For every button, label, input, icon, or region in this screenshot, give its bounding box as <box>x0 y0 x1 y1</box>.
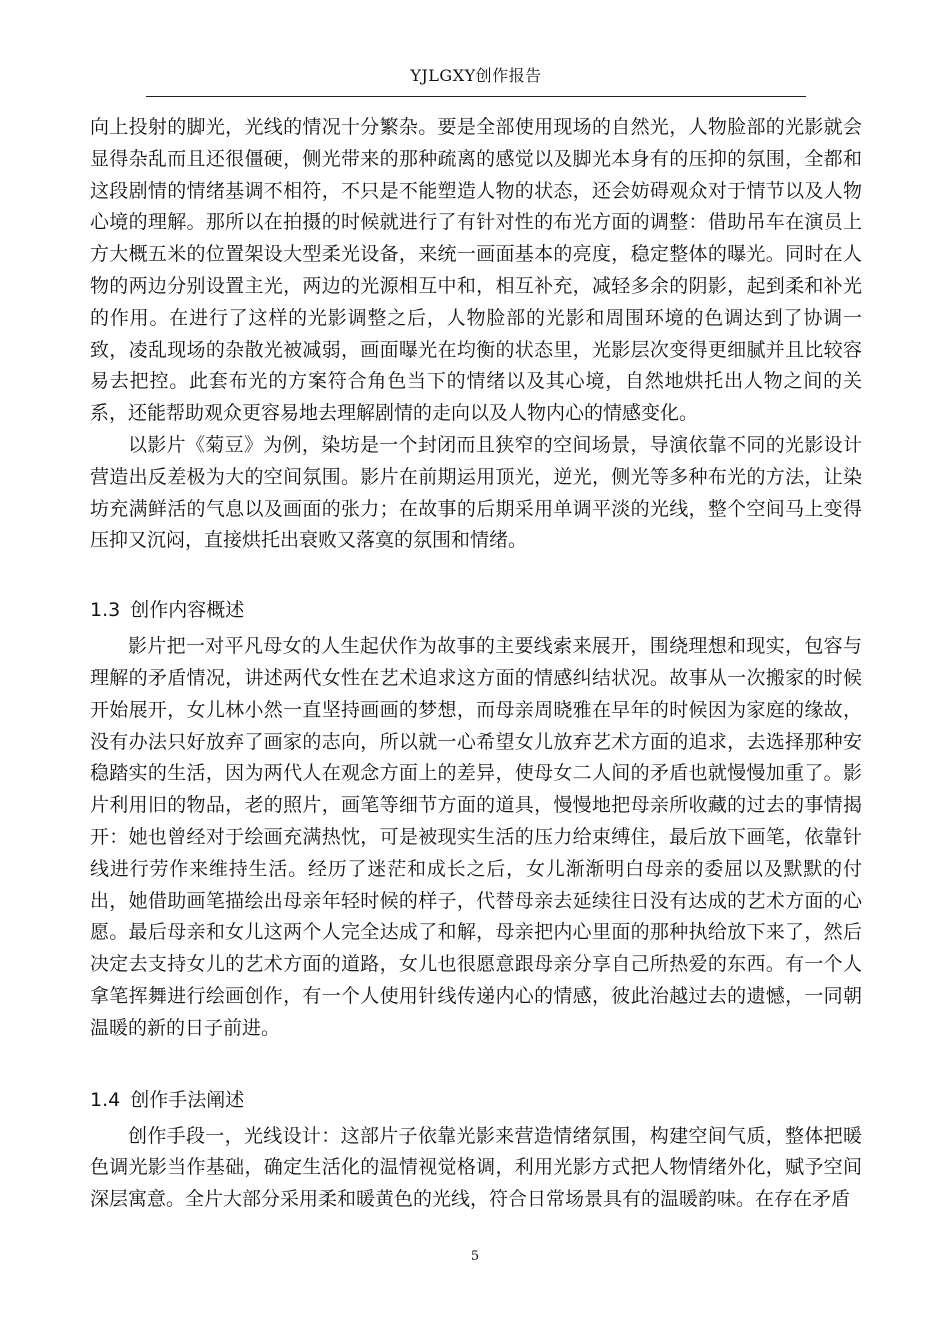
page-header <box>146 64 806 88</box>
document-body <box>90 112 862 1216</box>
section-number: 1.3 <box>90 599 121 622</box>
header-title: YJLGXY创作报告 <box>410 66 542 85</box>
section-number: 1.4 <box>90 1088 121 1111</box>
section-heading-1-3 <box>90 595 862 625</box>
paragraph-lighting-adjustment: 向上投射的脚光，光线的情况十分繁杂。要是全部使用现场的自然光，人物脸部的光影就会显得杂乱而且还很僵硬，侧光带来的那种疏离的感觉以及脚光本身有的压抑的氛围，全都和这段剧情的情绪基调不相符，不只是不能塑造人物的状态，还会妨碍观众对于情节以及人物心境的理解。那所以在拍摄的时候就进行了有针对性的布光方面的调整：借助吊车在演员上方大概五米的位置架设大型柔光设备，来统一画面基本的亮度，稳定整体的曝光。同时在人物的两边分别设置主光，两边的光源相互中和，相互补充，减轻多余的阴影，起到柔和补光的作用。在进行了这样的光影调整之后，人物脸部的光影和周围环境的色调达到了协调一致，凌乱现场的杂散光被减弱，画面曝光在均衡的状态里，光影层次变得更细腻并且比较容易去把控。此套布光的方案符合角色当下的情绪以及其心境，自然地烘托出人物之间的关系，还能帮助观众更容易地去理解剧情的走向以及人物内心的情感变化。 <box>90 116 862 425</box>
paragraph-technique-lighting: 创作手段一，光线设计：这部片子依靠光影来营造情绪氛围，构建空间气质，整体把暖色调光影当作基础，确定生活化的温情视觉格调，利用光影方式把人物情绪外化，赋予空间深层寓意。全片大部分采用柔和暖黄色的光线，符合日常场景具有的温暖韵味。在存在矛盾 <box>90 1124 862 1211</box>
page-number: 5 <box>470 1249 480 1264</box>
header-divider <box>146 96 806 97</box>
section-title: 创作手法阐述 <box>130 1088 245 1111</box>
paragraph-ju-dou-example: 以影片《菊豆》为例，染坊是一个封闭而且狭窄的空间场景，导演依靠不同的光影设计营造出反差极为大的空间氛围。影片在前期运用顶光，逆光，侧光等多种布光的方法，让染坊充满鲜活的气息以及画面的张力；在故事的后期采用单调平淡的光线，整个空间马上变得压抑又沉闷，直接烘托出衰败又落寞的氛围和情绪。 <box>90 433 862 552</box>
paragraph-content-overview: 影片把一对平凡母女的人生起伏作为故事的主要线索来展开，围绕理想和现实，包容与理解的矛盾情况，讲述两代女性在艺术追求这方面的情感纠结状况。故事从一次搬家的时候开始展开，女儿林小然一直坚持画画的梦想，而母亲周晓雅在早年的时候因为家庭的缘故，没有办法只好放弃了画家的志向，所以就一心希望女儿放弃艺术方面的追求，去选择那种安稳踏实的生活，因为两代人在观念方面上的差异，使母女二人间的矛盾也就慢慢加重了。影片利用旧的物品，老的照片，画笔等细节方面的道具，慢慢地把母亲所收藏的过去的事情揭开：她也曾经对于绘画充满热忱，可是被现实生活的压力给束缚住，最后放下画笔，依靠针线进行劳作来维持生活。经历了迷茫和成长之后，女儿渐渐明白母亲的委屈以及默默的付出，她借助画笔描绘出母亲年轻时候的样子，代替母亲去延续往日没有达成的艺术方面的心愿。最后母亲和女儿这两个人完全达成了和解，母亲把内心里面的那种执给放下来了，然后决定去支持女儿的艺术方面的道路，女儿也很愿意跟母亲分享自己所热爱的东西。有一个人拿笔挥舞进行绘画创作，有一个人使用针线传递内心的情感，彼此治越过去的遗憾，一同朝温暖的新的日子前进。 <box>90 635 862 1039</box>
section-title: 创作内容概述 <box>130 599 245 622</box>
section-heading-1-4 <box>90 1085 862 1115</box>
